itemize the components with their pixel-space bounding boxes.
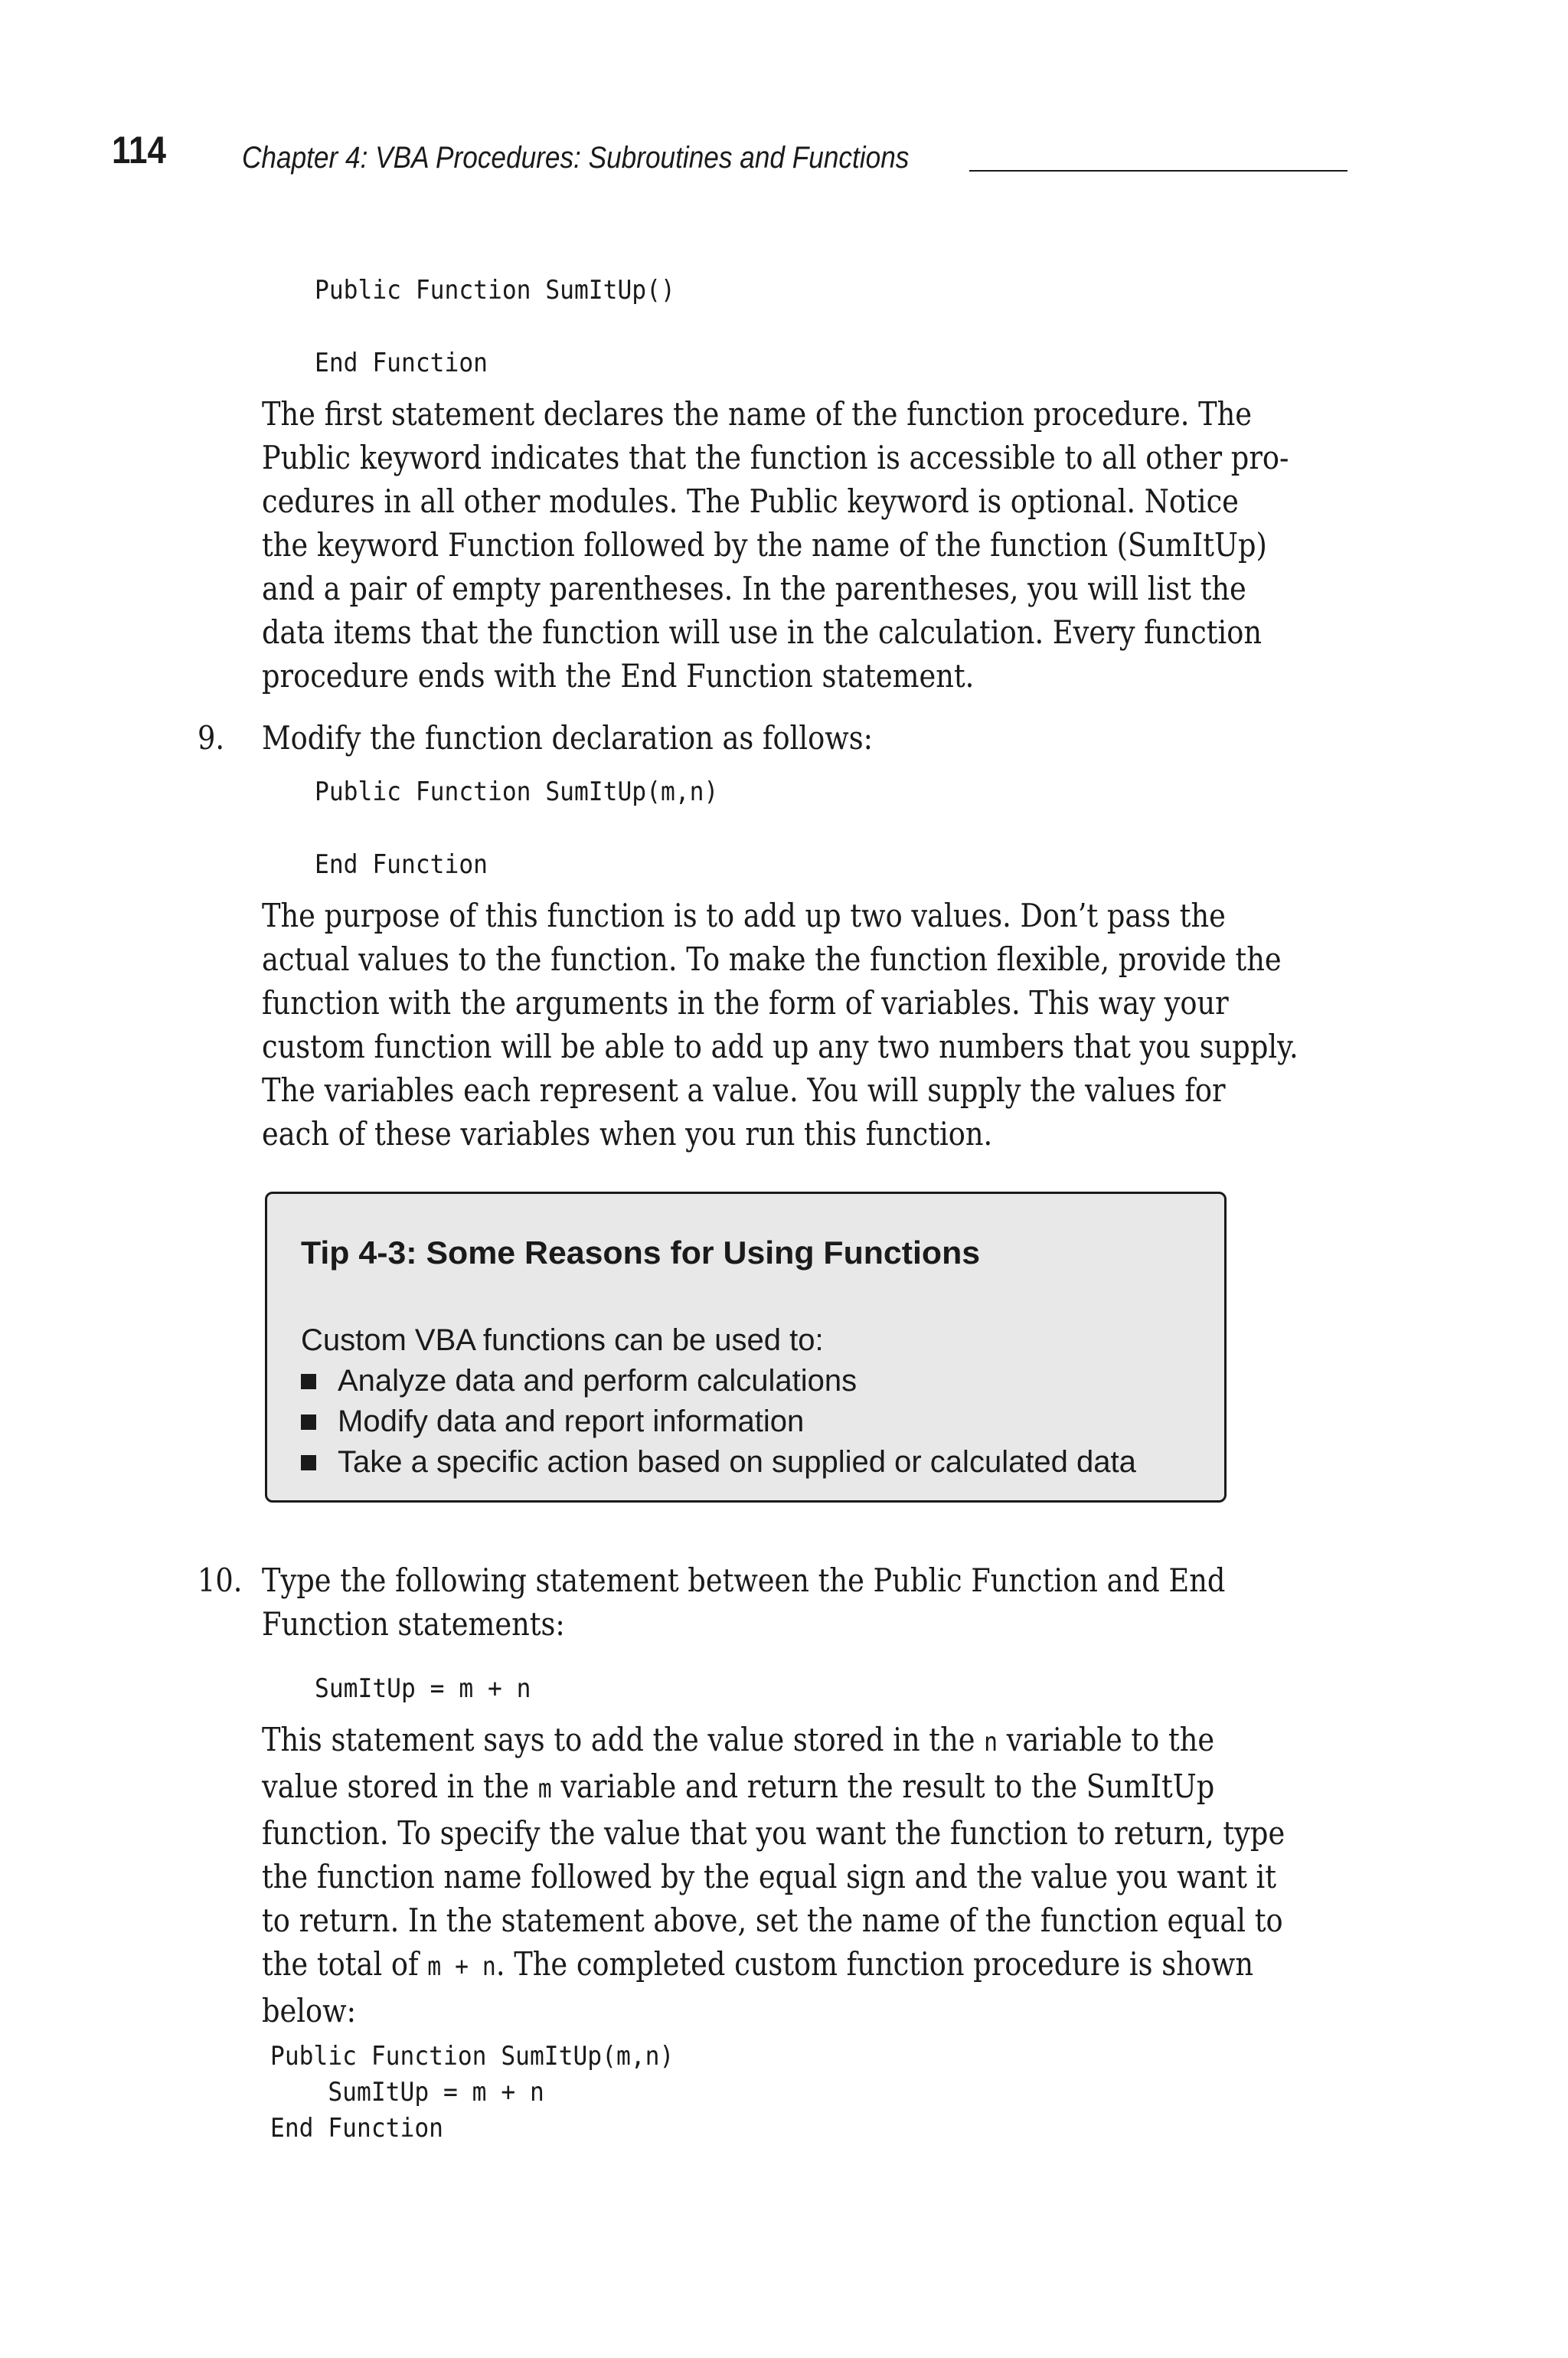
text-line: actual values to the function. To make the function flexible, provide the <box>262 940 1282 978</box>
body-paragraph-1 <box>262 392 1357 698</box>
tip-list <box>301 1361 1136 1483</box>
text-line: data items that the function will use in the calculation. Every function <box>262 613 1262 651</box>
tip-intro: Custom VBA functions can be used to: <box>301 1323 824 1357</box>
step-number-9: 9. <box>198 719 225 757</box>
square-bullet-icon <box>301 1374 316 1389</box>
step-10-text <box>262 1558 1357 1646</box>
text-line: The purpose of this function is to add up two values. Don’t pass the <box>262 897 1226 934</box>
text-run: variable to the <box>998 1721 1215 1758</box>
text-line: function with the arguments in the form of variables. This way your <box>262 984 1229 1022</box>
step-9-text <box>262 716 1357 760</box>
chapter-title: Chapter 4: VBA Procedures: Subroutines and Functions <box>242 141 910 175</box>
text-run: . The completed custom function procedure is shown <box>495 1945 1253 1983</box>
list-item-text: Modify data and report information <box>338 1405 805 1438</box>
inline-code: m + n <box>427 1951 496 1982</box>
text-line: Type the following statement between the Public Function and End <box>262 1562 1226 1599</box>
step-number-10: 10. <box>198 1562 243 1599</box>
code-line: End Function <box>315 849 488 880</box>
square-bullet-icon <box>301 1455 316 1470</box>
code-line: End Function <box>315 348 488 378</box>
text-line: the function name followed by the equal sign and the value you want it <box>262 1858 1277 1895</box>
header-rule <box>969 170 1348 172</box>
text-run: value stored in the <box>262 1768 538 1805</box>
code-line: SumItUp = m + n <box>270 2077 544 2108</box>
body-paragraph-2 <box>262 894 1357 1156</box>
text-line <box>262 1942 1357 1989</box>
text-run: the total of <box>262 1945 428 1983</box>
list-item-text: Analyze data and perform calculations <box>338 1364 858 1398</box>
text-line: each of these variables when you run this function. <box>262 1115 993 1153</box>
text-line: The variables each represent a value. You will supply the values for <box>262 1071 1226 1109</box>
inline-code: n <box>984 1727 998 1758</box>
code-line: Public Function SumItUp() <box>315 275 675 306</box>
page-number: 114 <box>112 129 166 172</box>
text-run: This statement says to add the value stored in the <box>262 1721 985 1758</box>
text-line <box>262 1718 1357 1764</box>
body-paragraph-3 <box>262 1718 1357 2033</box>
text-run: variable and return the result to the SumItUp <box>551 1768 1215 1805</box>
text-line: procedure ends with the End Function statement. <box>262 657 975 695</box>
text-line: Function statements: <box>262 1605 565 1643</box>
list-item <box>301 1401 1136 1442</box>
text-line: function. To specify the value that you want the function to return, type <box>262 1814 1285 1852</box>
text-line: cedures in all other modules. The Public keyword is optional. Notice <box>262 482 1239 520</box>
square-bullet-icon <box>301 1414 316 1430</box>
text-line: Public keyword indicates that the function is accessible to all other pro- <box>262 439 1289 476</box>
tip-box <box>265 1192 1227 1503</box>
tip-title: Tip 4-3: Some Reasons for Using Functions <box>301 1235 981 1271</box>
code-line: Public Function SumItUp(m,n) <box>270 2041 675 2072</box>
inline-code: m <box>537 1774 552 1804</box>
text-line: and a pair of empty parentheses. In the parentheses, you will list the <box>262 570 1246 607</box>
text-line: below: <box>262 1992 356 2029</box>
code-line: SumItUp = m + n <box>315 1673 531 1704</box>
text-line: custom function will be able to add up any two numbers that you supply. <box>262 1028 1298 1065</box>
text-line <box>262 1764 1357 1811</box>
text-line: to return. In the statement above, set the name of the function equal to <box>262 1902 1283 1939</box>
text-line: The first statement declares the name of the function procedure. The <box>262 395 1253 433</box>
running-head <box>242 133 1348 176</box>
list-item <box>301 1442 1136 1483</box>
code-line: End Function <box>270 2113 443 2144</box>
text-line: the keyword Function followed by the name of the function (SumItUp) <box>262 526 1267 564</box>
text-line: Modify the function declaration as follows: <box>262 719 873 757</box>
list-item-text: Take a specific action based on supplied or calculated data <box>338 1445 1136 1479</box>
list-item <box>301 1361 1136 1401</box>
code-line: Public Function SumItUp(m,n) <box>315 777 719 807</box>
